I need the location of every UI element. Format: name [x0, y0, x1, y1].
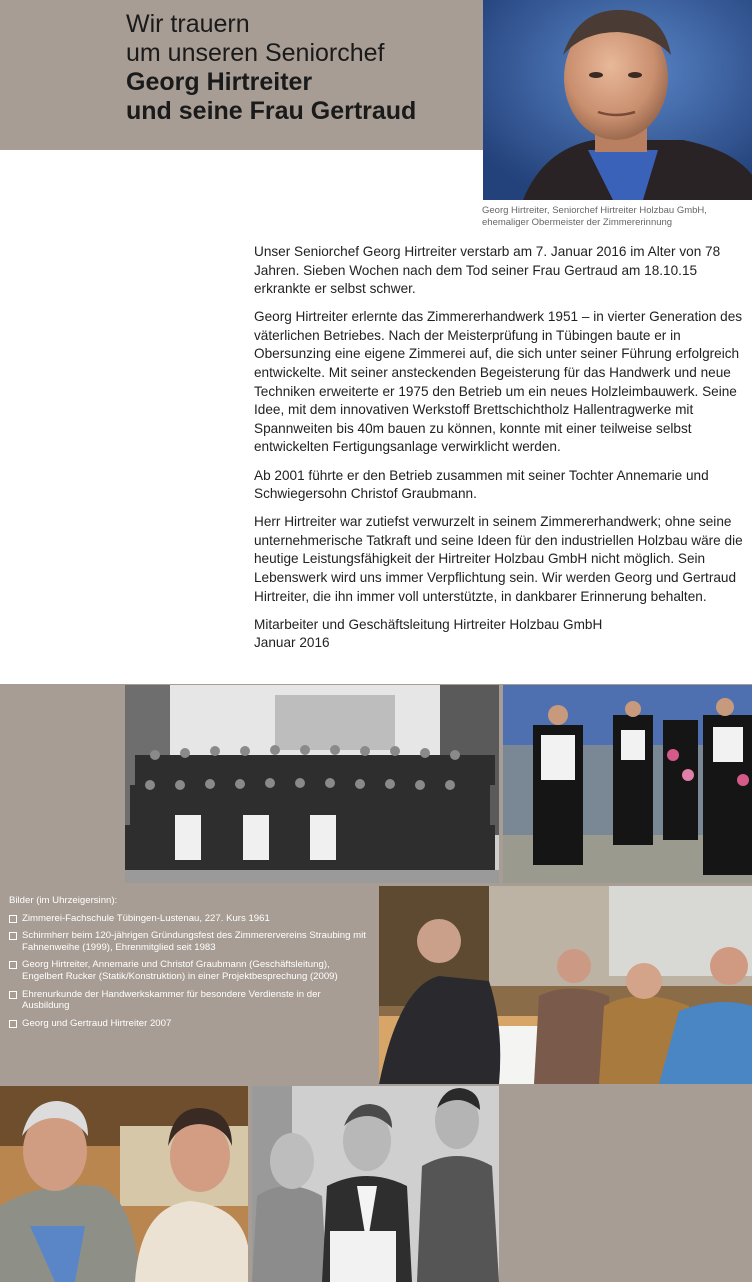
- couple-photo-2007: [0, 1086, 248, 1282]
- caption-text: Schirmherr beim 120-jährigen Gründungsfest des Zimmerervereins Straubing mit Fahnenweihe (1999), Ehrenmitglied seit 1983: [22, 930, 366, 953]
- obituary-text: [254, 243, 744, 653]
- square-bullet-icon: [9, 932, 17, 940]
- paragraph-1: Unser Seniorchef Georg Hirtreiter verstarb am 7. Januar 2016 im Alter von 78 Jahren. Sieben Wochen nach dem Tod seiner Frau Gertraud am 18.10.15 erkrankte er selbst schwer.: [254, 244, 721, 297]
- title-line-1: Wir trauern: [126, 10, 250, 38]
- signature-line-2: Januar 2016: [254, 635, 330, 651]
- parade-photo-1999: [503, 685, 752, 883]
- portrait-caption-line-1: Georg Hirtreiter, Seniorchef Hirtreiter Holzbau GmbH,: [482, 205, 707, 216]
- list-item: [9, 913, 369, 925]
- caption-text: Zimmerei-Fachschule Tübingen-Lustenau, 227. Kurs 1961: [22, 912, 270, 924]
- portrait-caption: [482, 205, 750, 229]
- paragraph-2: Georg Hirtreiter erlernte das Zimmererhandwerk 1951 – in vierter Generation des väterlichen Betriebes. Nach der Meisterprüfung in Tübingen baute er in Obersunzing eine eigene Zimmerei auf, die sich unter seiner Führung erfolgreich entwickelte. Mit seiner ansteckenden Begeisterung für das Handwerk und neue Techniken erweiterte er 1975 den Betrieb um ein neues Holzleimbauwerk. Seine Idee, mit dem innovativen Werkstoff Brettschichtholz Hallentragwerke mit Spannweiten bis 40m bauen zu können, konnte mit einer teilweise selbst entwickelten Fertigungsanlage verwirklicht werden.: [254, 309, 743, 455]
- meeting-photo-2009: [379, 886, 752, 1084]
- list-item: [9, 930, 369, 953]
- gallery-caption-list: [9, 913, 369, 1030]
- title-line-3: Georg Hirtreiter: [126, 68, 313, 96]
- caption-text: Ehrenurkunde der Handwerkskammer für besondere Verdienste in der Ausbildung: [22, 988, 321, 1012]
- title-line-2: um unseren Seniorchef: [126, 39, 385, 67]
- paragraph-4: Herr Hirtreiter war zutiefst verwurzelt in seinem Zimmererhandwerk; ohne seine unternehmerische Tatkraft und seine Ideen für den industriellen Holzbau wäre die heutige Leistungsfähigkeit der Hirtreiter Holzbau GmbH nicht möglich. Sein Lebenswerk wird uns immer Verpflichtung sein. Wir werden Georg und Gertraud Hirtreiter, die ihn immer voll unterstützte, in dankbarer Erinnerung behalten.: [254, 514, 743, 604]
- caption-text: Georg und Gertraud Hirtreiter 2007: [22, 1017, 172, 1029]
- title-line-4: und seine Frau Gertraud: [126, 97, 417, 125]
- gallery-captions: [9, 895, 369, 1035]
- paragraph-3: Ab 2001 führte er den Betrieb zusammen mit seiner Tochter Annemarie und Schwiegersohn Christof Graubmann.: [254, 467, 709, 502]
- page-title: [126, 10, 416, 126]
- list-item: [9, 989, 369, 1012]
- portrait-caption-line-2: ehemaliger Obermeister der Zimmererinnung: [482, 217, 673, 228]
- list-item: [9, 1018, 369, 1030]
- signature-line-1: Mitarbeiter und Geschäftsleitung Hirtreiter Holzbau GmbH: [254, 616, 603, 632]
- gallery-heading: Bilder (im Uhrzeigersinn):: [9, 895, 118, 906]
- square-bullet-icon: [9, 915, 17, 923]
- group-photo-1961: [125, 685, 499, 883]
- portrait-photo: [483, 0, 752, 200]
- caption-text: Georg Hirtreiter, Annemarie und Christof Graubmann (Geschäftsleitung), Engelbert Rucker (Statik/Konstruktion) in einer Projektbesprechung (2009): [22, 959, 338, 982]
- square-bullet-icon: [9, 961, 17, 969]
- certificate-photo: [252, 1086, 499, 1282]
- square-bullet-icon: [9, 1020, 17, 1028]
- list-item: [9, 959, 369, 982]
- square-bullet-icon: [9, 991, 17, 999]
